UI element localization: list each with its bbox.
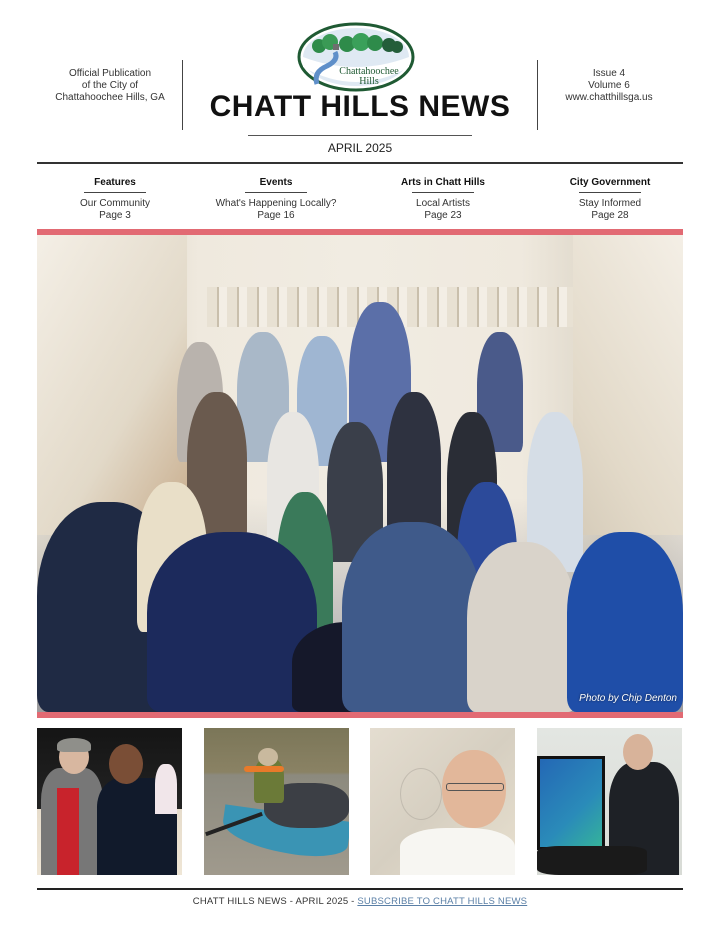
footer-text: CHATT HILLS NEWS - APRIL 2025 - <box>192 896 358 907</box>
toc-description: Local Artists <box>416 198 470 209</box>
masthead-divider-right <box>537 60 538 130</box>
toc-description: What's Happening Locally? <box>215 198 337 209</box>
volume-number: Volume 6 <box>588 80 630 91</box>
header-rule <box>37 162 683 164</box>
thumbnail-police[interactable] <box>537 728 682 875</box>
toc-features[interactable] <box>35 172 195 222</box>
newsletter-title: CHATT HILLS NEWS <box>209 90 511 123</box>
publication-line: Chattahoochee Hills, GA <box>55 92 165 103</box>
publication-line: of the City of <box>81 80 139 91</box>
toc-page: Page 23 <box>424 210 462 221</box>
toc-page: Page 16 <box>257 210 295 221</box>
toc-heading: Features <box>94 177 136 188</box>
publication-info <box>40 68 180 104</box>
thumbnail-artist[interactable] <box>370 728 515 875</box>
publication-line: Official Publication <box>68 68 152 79</box>
toc-description: Stay Informed <box>578 198 642 209</box>
photo-credit: Photo by Chip Denton <box>579 693 677 704</box>
issue-info <box>548 68 670 104</box>
svg-text:Hills: Hills <box>359 76 379 87</box>
toc-heading: Events <box>259 177 293 188</box>
toc-divider <box>245 192 307 193</box>
footer-rule <box>37 888 683 890</box>
toc-arts[interactable] <box>363 172 523 222</box>
group-of-people <box>37 332 683 712</box>
issue-number: Issue 4 <box>592 68 626 79</box>
toc-divider <box>412 192 474 193</box>
city-logo-icon <box>297 22 415 92</box>
toc-events[interactable] <box>196 172 356 222</box>
hero-photo-frame <box>37 229 683 718</box>
toc-page: Page 28 <box>591 210 629 221</box>
issue-date: APRIL 2025 <box>327 141 393 155</box>
toc-divider <box>579 192 641 193</box>
hero-photo <box>37 235 683 712</box>
toc-city-government[interactable] <box>530 172 690 222</box>
website-link[interactable]: www.chatthillsga.us <box>565 92 653 103</box>
thumbnail-strip <box>37 728 683 875</box>
thumbnail-community[interactable] <box>37 728 182 875</box>
subscribe-link[interactable]: SUBSCRIBE TO CHATT HILLS NEWS <box>357 896 528 907</box>
table-of-contents <box>37 172 683 222</box>
toc-heading: Arts in Chatt Hills <box>401 177 485 188</box>
footer <box>0 896 720 907</box>
toc-heading: City Government <box>569 177 651 188</box>
toc-divider <box>84 192 146 193</box>
toc-page: Page 3 <box>99 210 131 221</box>
svg-text:Chattahoochee: Chattahoochee <box>339 66 399 77</box>
masthead-divider-left <box>182 60 183 130</box>
title-underline <box>248 135 472 136</box>
thumbnail-canoe[interactable] <box>204 728 349 875</box>
toc-description: Our Community <box>79 198 150 209</box>
